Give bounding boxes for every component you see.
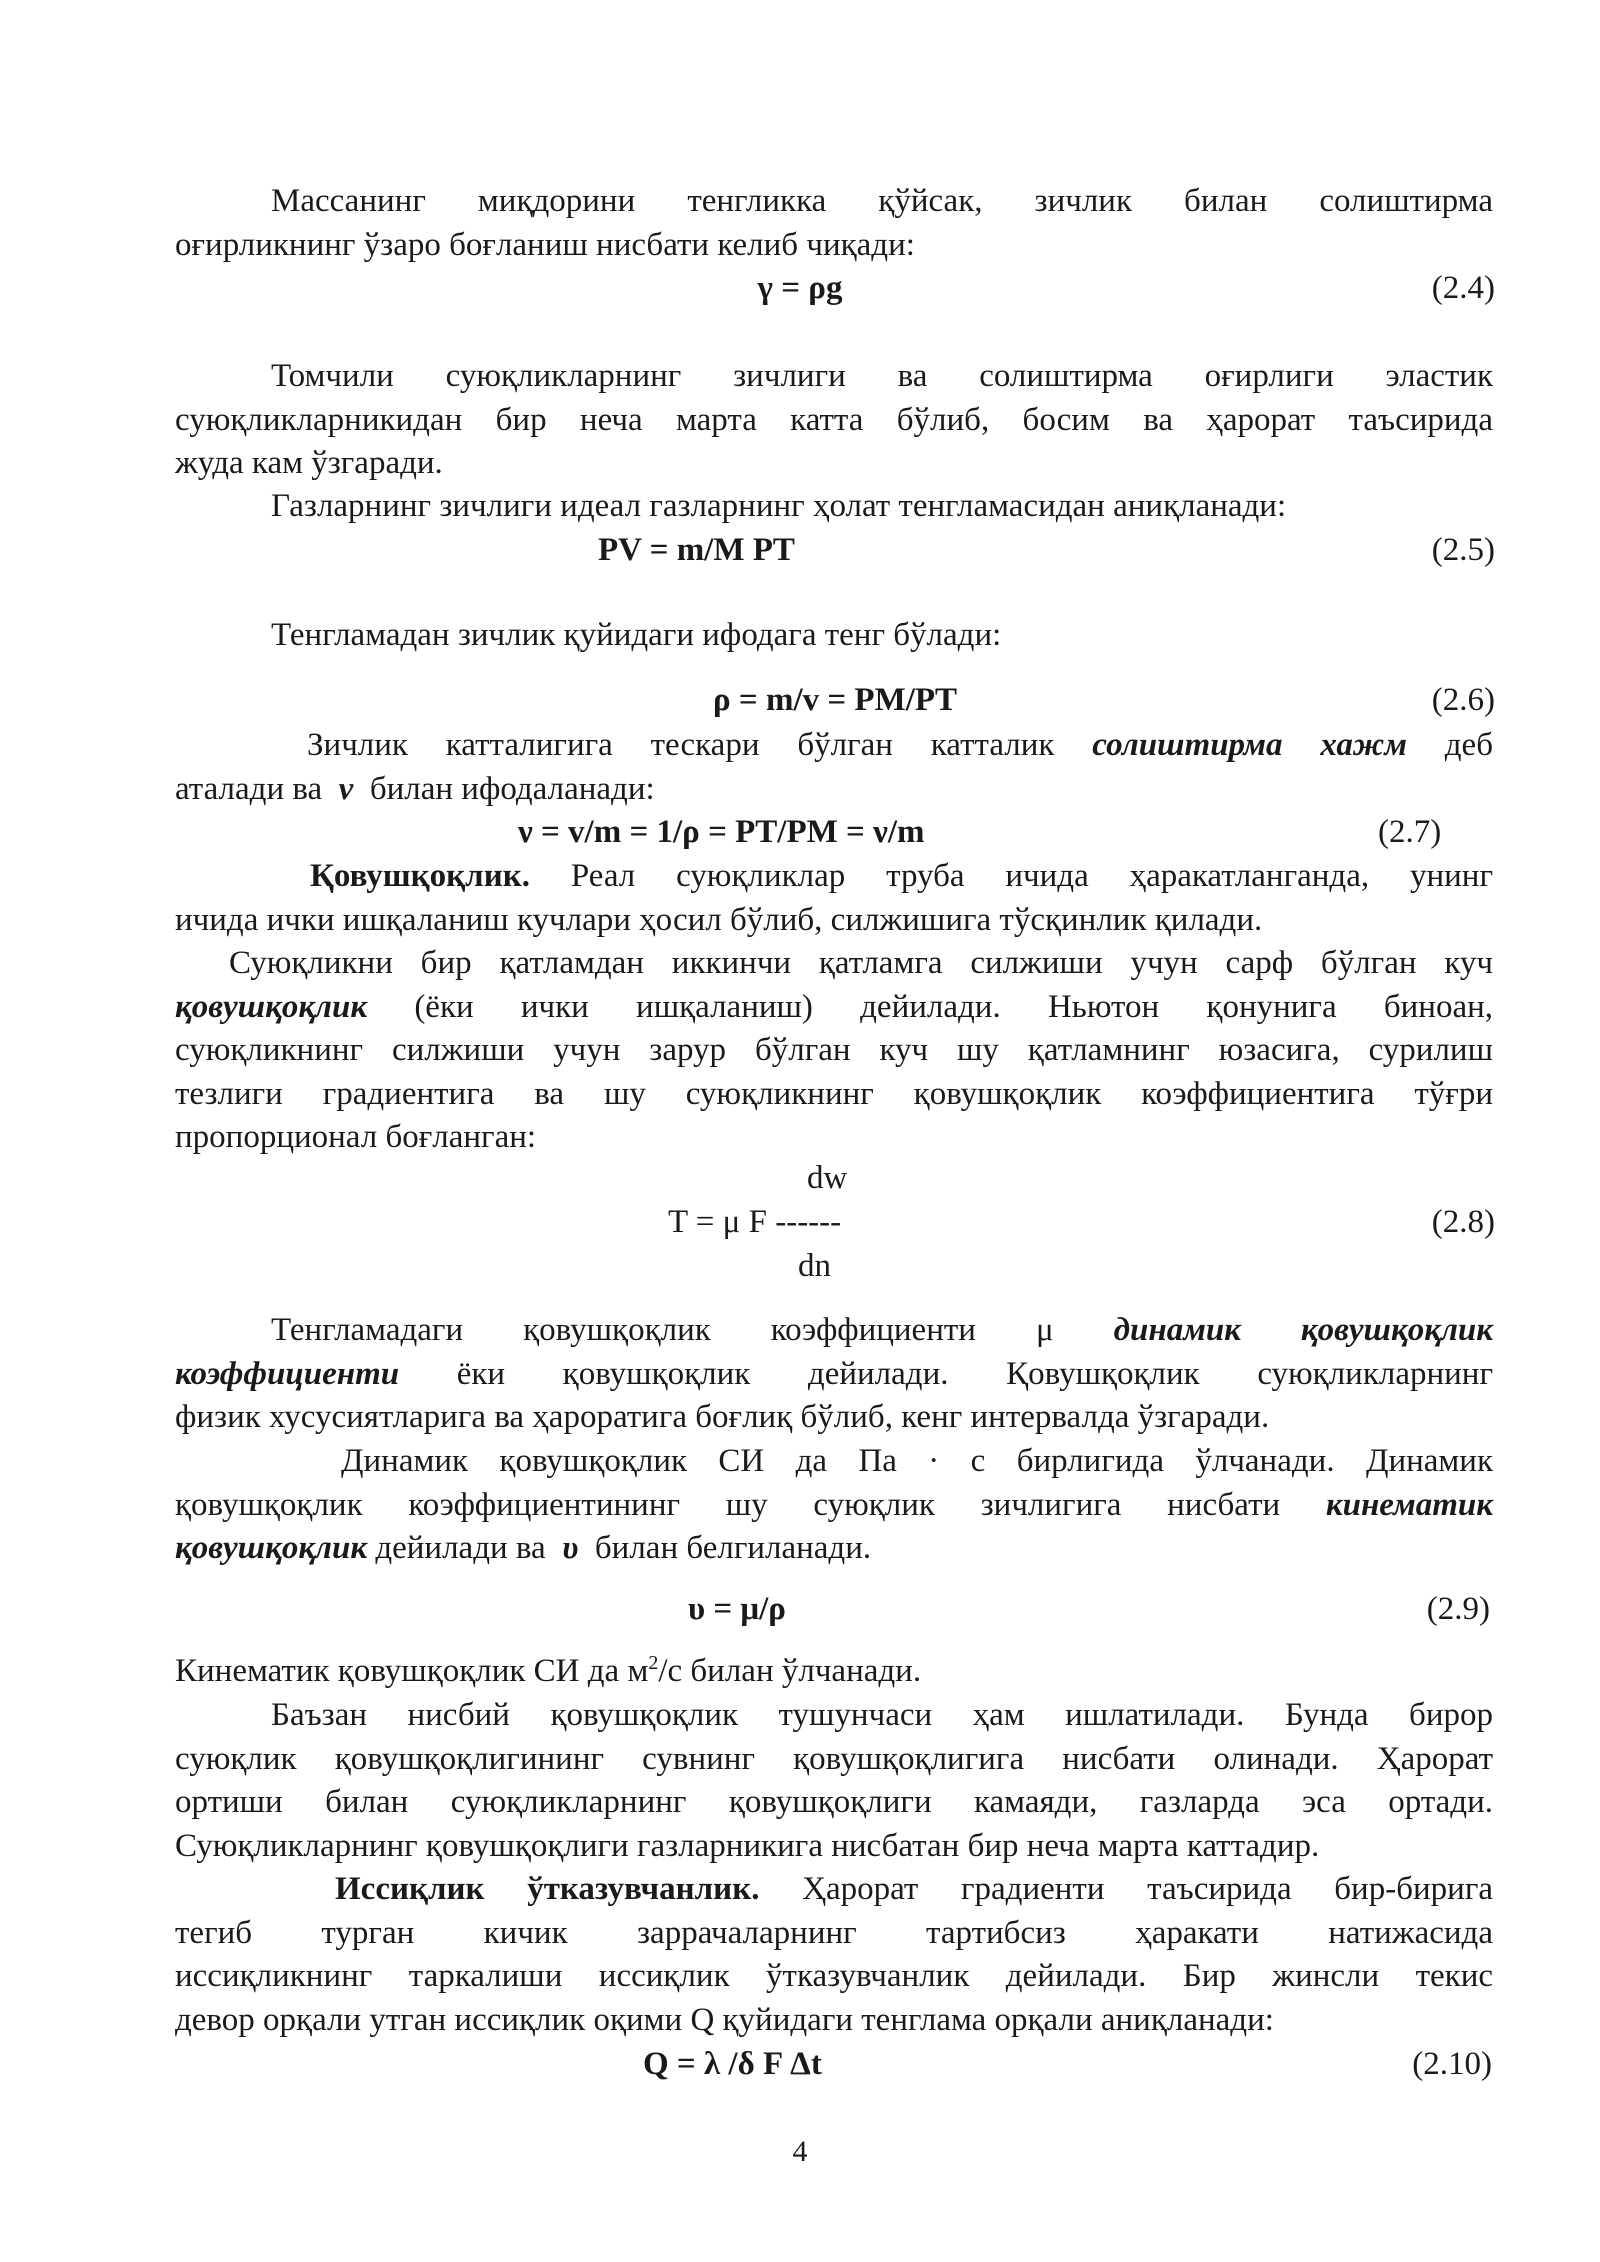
text-line: жуда кам ўзгаради.: [175, 445, 443, 481]
paragraph: [175, 1868, 1493, 2042]
formula: PV = m/M PT: [598, 532, 795, 568]
equation-number: (2.5): [1431, 532, 1495, 568]
text-line: Газларнинг зичлиги идеал газларнинг ҳолат тенгламасидан аниқланади:: [271, 488, 1287, 524]
term: солиштирма хажм: [1092, 727, 1407, 763]
text-line: [175, 768, 1493, 812]
formula: T = μ F ------: [668, 1204, 842, 1240]
text-line: Баъзан нисбий қовушқоқлик тушунчаси ҳам ишлатилади. Бунда бирор: [271, 1697, 1493, 1733]
formula: ν = v/m = 1/ρ = PT/PM = ν/m: [518, 814, 925, 850]
text-span: аталади ва: [175, 770, 323, 807]
text-line: Тенгламадан зичлик қуйидаги ифодага тенг бўлади:: [271, 617, 1002, 653]
text-line: суюқлик қовушқоқлигининг сувнинг қовушқоқлигига нисбати олинади. Ҳарорат: [175, 1740, 1493, 1777]
equation-number: (2.4): [1431, 270, 1495, 306]
text-span: деб: [1444, 727, 1493, 763]
text-line: Динамик қовушқоқлик СИ да Па · с бирлигида ўлчанади. Динамик: [341, 1443, 1493, 1479]
paragraph: [175, 180, 1493, 267]
formula: ρ = m/v = PM/PT: [713, 682, 958, 718]
text-line: Томчили суюқликларнинг зичлиги ва солиштирма оғирлиги эластик: [271, 358, 1493, 394]
text-line: тезлиги градиентига ва шу суюқликнинг қовушқоқлик коэффициентига тўғри: [175, 1075, 1493, 1112]
paragraph: [175, 355, 1493, 486]
text-span: Тенгламадаги қовушқоқлик коэффициенти μ: [271, 1312, 1054, 1348]
text-line: [175, 724, 1493, 768]
formula: Q = λ /δ F Δt: [643, 2046, 822, 2082]
paragraph: [175, 614, 1493, 658]
paragraph: [175, 855, 1493, 942]
nu-symbol: ν: [338, 770, 354, 807]
text-span: дейилади ва: [375, 1530, 546, 1566]
text-span: /с билан ўлчанади.: [658, 1653, 922, 1689]
text-line: тегиб турган кичик заррачаларнинг тартибсиз ҳаракати натижасида: [175, 1914, 1493, 1951]
text-line: [175, 1868, 1493, 1912]
equation-number: (2.6): [1431, 682, 1495, 718]
text-span: Ҳарорат градиенти таъсирида бир-бирига: [802, 1871, 1494, 1907]
paragraph: [175, 1440, 1493, 1571]
text-line: физик хусусиятларига ва ҳароратига боғлиқ бўлиб, кенг интервалда ўзгаради.: [175, 1399, 1270, 1435]
equation-number: (2.7): [1378, 814, 1442, 850]
paragraph: [175, 724, 1493, 811]
term: қовушқоқлик: [175, 988, 368, 1025]
text-line: [175, 986, 1493, 1030]
formula: γ = ρg: [757, 270, 843, 306]
paragraph: [175, 485, 1493, 529]
text-span: Кинематик қовушқоқлик СИ да м: [175, 1653, 649, 1689]
text-line: девор орқали утган иссиқлик оқими Q қуйидаги тенглама орқали аниқланади:: [175, 2001, 1274, 2038]
formula: υ = μ/ρ: [688, 1591, 786, 1627]
section-heading: Иссиқлик ўтказувчанлик.: [335, 1871, 760, 1907]
text-line: Суюқликларнинг қовушқоқлиги газларникига нисбатан бир неча марта каттадир.: [175, 1827, 1320, 1864]
text-span: ёки қовушқоқлик дейилади. Қовушқоқлик суюқликларнинг: [456, 1355, 1494, 1392]
upsilon-symbol: υ: [562, 1530, 579, 1566]
superscript: 2: [648, 1652, 659, 1674]
text-span: Зичлик катталигига тескари бўлган катталик: [307, 727, 1055, 763]
text-line: пропорционал боғланган:: [175, 1119, 537, 1155]
text-span: билан ифодаланади:: [369, 770, 655, 807]
text-line: [175, 1309, 1493, 1353]
page-number: 4: [792, 2135, 808, 2168]
equation-number: (2.9): [1426, 1591, 1490, 1627]
paragraph: [175, 1694, 1493, 1868]
text-span: (ёки ички ишқаланиш) дейилади. Ньютон қонунига биноан,: [414, 988, 1494, 1025]
text-line: ортиши билан суюқликларнинг қовушқоқлиги камаяди, газларда эса ортади.: [175, 1784, 1493, 1820]
text-line: [175, 1527, 1493, 1571]
text-span: билан белгиланади.: [594, 1530, 872, 1566]
text-span: қовушқоқлик коэффициентининг шу суюқлик зичлигига нисбати: [175, 1486, 1281, 1523]
term: динамик қовушқоқлик: [1113, 1312, 1493, 1348]
section-heading: Қовушқоқлик.: [310, 858, 530, 894]
text-line: [175, 1484, 1493, 1528]
text-line: Суюқликни бир қатламдан иккинчи қатламга силжиши учун сарф бўлган куч: [229, 945, 1493, 981]
text-line: [175, 1650, 1493, 1694]
text-span: Реал суюқликлар труба ичида ҳаракатланганда, унинг: [570, 858, 1493, 894]
term: кинематик: [1325, 1486, 1493, 1523]
text-line: ичида ички ишқаланиш кучлари ҳосил бўлиб, силжишига тўсқинлик қилади.: [175, 901, 1263, 938]
text-line: оғирликнинг ўзаро боғланиш нисбати келиб чиқади:: [175, 226, 915, 263]
text-line: иссиқликнинг таркалиши иссиқлик ўтказувчанлик дейилади. Бир жинсли текис: [175, 1958, 1493, 1994]
paragraph: [175, 1309, 1493, 1440]
formula-numerator: dw: [807, 1160, 848, 1196]
text-line: суюқликнинг силжиши учун зарур бўлган куч шу қатламнинг юзасига, сурилиш: [175, 1032, 1493, 1068]
equation-number: (2.10): [1412, 2046, 1492, 2082]
paragraph: [175, 942, 1493, 1160]
term: коэффициенти: [175, 1355, 400, 1392]
equation-number: (2.8): [1431, 1204, 1495, 1240]
text-line: суюқликларникидан бир неча марта катта бўлиб, босим ва ҳарорат таъсирида: [175, 401, 1493, 438]
term: қовушқоқлик: [175, 1530, 368, 1566]
text-line: [175, 855, 1493, 899]
text-line: Массанинг миқдорини тенгликка қўйсак, зичлик билан солиштирма: [271, 183, 1493, 219]
text-line: [175, 1353, 1493, 1397]
formula-denominator: dn: [798, 1248, 831, 1284]
paragraph: [175, 1650, 1493, 1694]
